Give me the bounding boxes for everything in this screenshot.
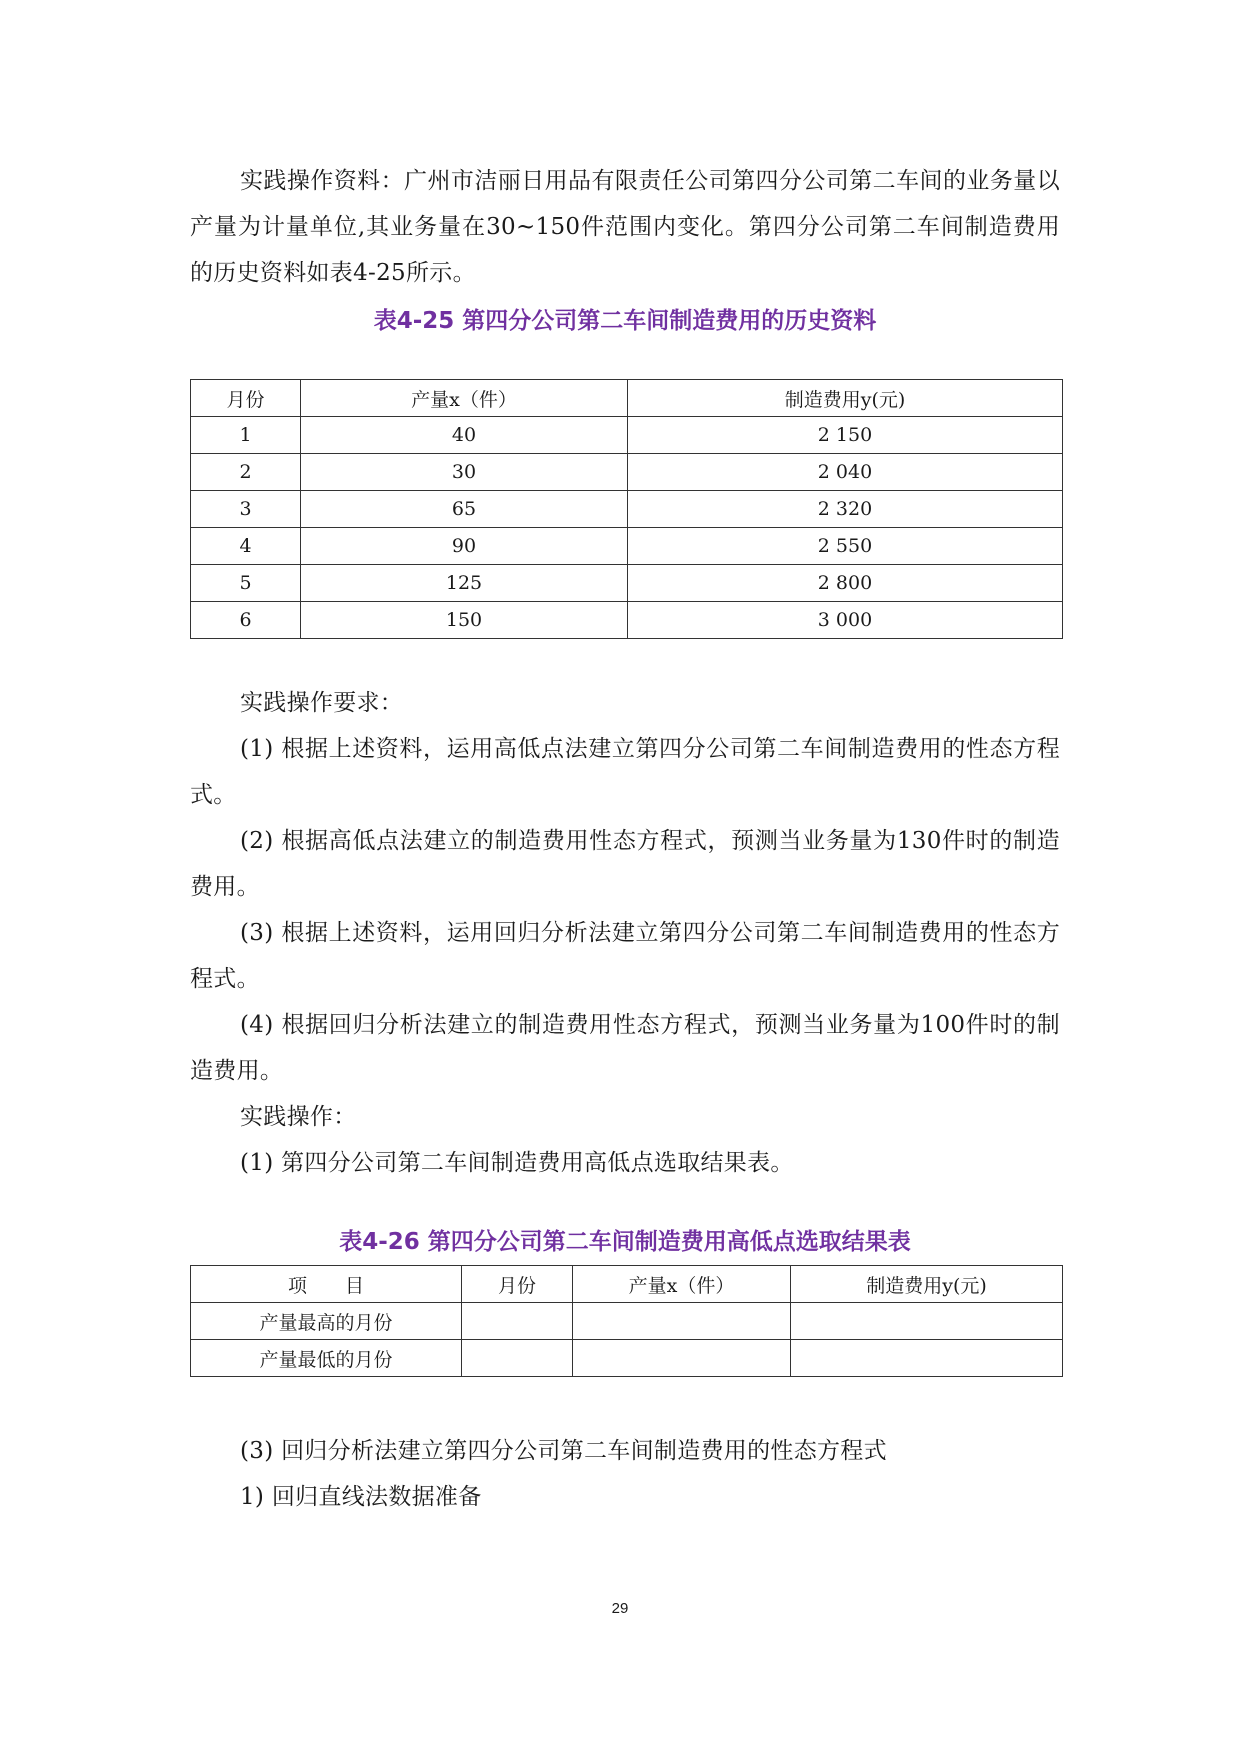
cell-cost (791, 1340, 1063, 1377)
cell-month: 1 (191, 417, 301, 454)
cell-cost: 3 000 (628, 602, 1063, 639)
header-output: 产量x（件） (573, 1266, 791, 1303)
requirement-item-4: (4) 根据回归分析法建立的制造费用性态方程式，预测当业务量为100件时的制造费用。 (190, 1012, 1060, 1084)
header-month: 月份 (462, 1266, 573, 1303)
cell-month: 3 (191, 491, 301, 528)
operation-step-1: (1) 第四分公司第二车间制造费用高低点选取结果表。 (240, 1150, 794, 1176)
table-header-row (191, 1266, 1063, 1303)
requirement-item-1: (1) 根据上述资料，运用高低点法建立第四分公司第二车间制造费用的性态方程式。 (190, 736, 1060, 808)
header-cost: 制造费用y(元) (791, 1266, 1063, 1303)
operation-heading: 实践操作： (240, 1104, 357, 1130)
step-3-1-heading: 1) 回归直线法数据准备 (240, 1484, 482, 1510)
cell-output: 30 (301, 454, 628, 491)
requirement-item-3: (3) 根据上述资料，运用回归分析法建立第四分公司第二车间制造费用的性态方程式。 (190, 920, 1060, 992)
cell-cost: 2 320 (628, 491, 1063, 528)
cell-item: 产量最高的月份 (191, 1303, 462, 1340)
header-cost: 制造费用y(元) (628, 380, 1063, 417)
cell-month (462, 1340, 573, 1377)
header-item: 项 目 (191, 1266, 462, 1303)
table-row (191, 417, 1063, 454)
cell-output: 150 (301, 602, 628, 639)
table-4-26 (190, 1265, 1063, 1377)
cell-output: 65 (301, 491, 628, 528)
table-row (191, 528, 1063, 565)
table-row (191, 454, 1063, 491)
requirements-heading: 实践操作要求： (240, 690, 404, 716)
cell-month: 4 (191, 528, 301, 565)
table-4-26-caption: 表4-26 第四分公司第二车间制造费用高低点选取结果表 (339, 1229, 911, 1255)
cell-output (573, 1303, 791, 1340)
cell-output: 40 (301, 417, 628, 454)
cell-output (573, 1340, 791, 1377)
table-row (191, 602, 1063, 639)
page-number: 29 (611, 1600, 629, 1617)
header-output: 产量x（件） (301, 380, 628, 417)
cell-month: 2 (191, 454, 301, 491)
cell-cost: 2 550 (628, 528, 1063, 565)
cell-month: 6 (191, 602, 301, 639)
table-row (191, 565, 1063, 602)
requirement-item-2: (2) 根据高低点法建立的制造费用性态方程式，预测当业务量为130件时的制造费用。 (190, 828, 1060, 900)
cell-output: 90 (301, 528, 628, 565)
table-4-25 (190, 379, 1063, 639)
table-row (191, 1303, 1063, 1340)
cell-month: 5 (191, 565, 301, 602)
table-header-row (191, 380, 1063, 417)
cell-output: 125 (301, 565, 628, 602)
cell-cost (791, 1303, 1063, 1340)
table-row (191, 1340, 1063, 1377)
intro-paragraph: 实践操作资料：广州市洁丽日用品有限责任公司第四分公司第二车间的业务量以产量为计量单位,其业务量在30~150件范围内变化。第四分公司第二车间制造费用的历史资料如表4-25所示。 (190, 168, 1060, 286)
cell-item: 产量最低的月份 (191, 1340, 462, 1377)
cell-cost: 2 040 (628, 454, 1063, 491)
cell-month (462, 1303, 573, 1340)
header-month: 月份 (191, 380, 301, 417)
step-3-heading: (3) 回归分析法建立第四分公司第二车间制造费用的性态方程式 (240, 1438, 887, 1464)
table-4-25-caption: 表4-25 第四分公司第二车间制造费用的历史资料 (373, 308, 877, 334)
cell-cost: 2 150 (628, 417, 1063, 454)
table-row (191, 491, 1063, 528)
cell-cost: 2 800 (628, 565, 1063, 602)
